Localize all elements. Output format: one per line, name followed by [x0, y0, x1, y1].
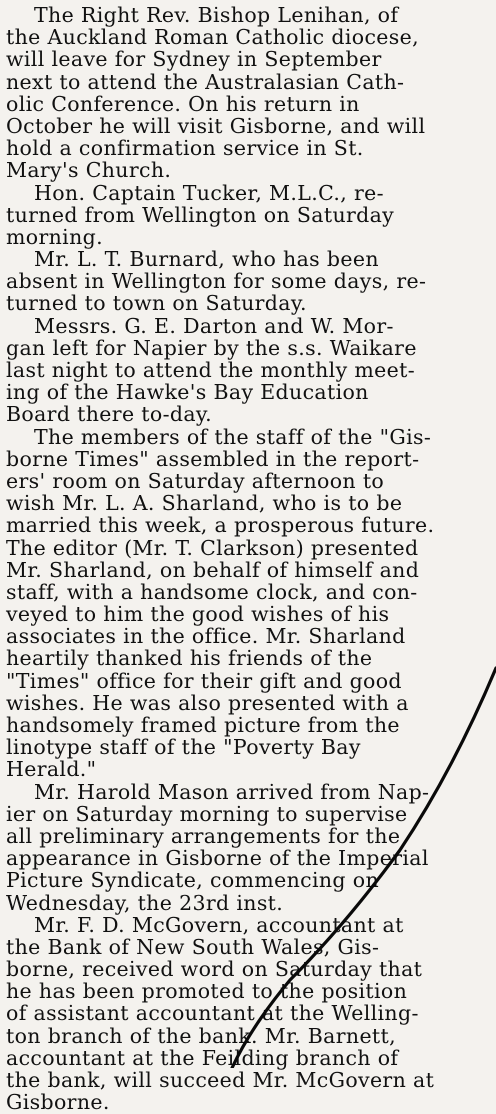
- text-line: Mr. Sharland, on behalf of himself and: [6, 557, 420, 582]
- text-line: Picture Syndicate, commencing on: [6, 868, 379, 893]
- text-line: the bank, will succeed Mr. McGovern at: [6, 1068, 435, 1092]
- text-line: Herald.": [6, 757, 97, 782]
- text-line: heartily thanked his friends of the: [6, 646, 373, 671]
- text-line: ing of the Hawke's Bay Education: [6, 380, 369, 405]
- text-line: ier on Saturday morning to supervise: [6, 801, 408, 826]
- text-line: married this week, a prosperous future.: [6, 513, 435, 538]
- text-line: Mary's Church.: [6, 158, 172, 183]
- paragraph-mcgovern: [6, 914, 458, 1114]
- text-line: handsomely framed picture from the: [6, 713, 400, 737]
- text-line: morning.: [6, 224, 103, 249]
- text-line: borne Times" assembled in the report-: [6, 446, 420, 471]
- text-line: appearance in Gisborne of the Imperial: [6, 846, 429, 871]
- paragraph-darton-morgan: [6, 315, 458, 426]
- text-line: all preliminary arrangements for the: [6, 823, 401, 848]
- text-line: Board there to-day.: [6, 402, 212, 427]
- news-column: [6, 4, 458, 1113]
- text-line: borne, received word on Saturday that: [6, 957, 423, 982]
- text-line: absent in Wellington for some days, re-: [6, 269, 427, 294]
- text-line: wishes. He was also presented with a: [6, 690, 409, 715]
- paragraph-bishop-lenihan: [6, 4, 458, 182]
- text-line: wish Mr. L. A. Sharland, who is to be: [6, 491, 403, 516]
- text-line: Hon. Captain Tucker, M.L.C., re-: [34, 180, 384, 205]
- text-line: next to attend the Australasian Cath-: [6, 69, 405, 94]
- text-line: gan left for Napier by the s.s. Waikare: [6, 335, 417, 360]
- text-line: will leave for Sydney in September: [6, 47, 382, 72]
- text-line: hold a confirmation service in St.: [6, 136, 364, 161]
- paragraph-captain-tucker: [6, 182, 458, 249]
- text-line: associates in the office. Mr. Sharland: [6, 624, 406, 649]
- text-line: The Right Rev. Bishop Lenihan, of: [34, 3, 399, 27]
- text-line: Mr. L. T. Burnard, who has been: [34, 247, 379, 272]
- text-line: Wednesday, the 23rd inst.: [6, 890, 284, 915]
- text-line: staff, with a handsome clock, and con-: [6, 579, 418, 604]
- text-line: of assistant accountant at the Welling-: [6, 1001, 419, 1026]
- text-line: The members of the staff of the "Gis-: [34, 424, 432, 449]
- text-line: "Times" office for their gift and good: [6, 668, 402, 693]
- text-line: veyed to him the good wishes of his: [6, 602, 390, 627]
- text-line: Gisborne.: [6, 1090, 110, 1114]
- text-line: accountant at the Feilding branch of: [6, 1045, 399, 1070]
- text-line: October he will visit Gisborne, and will: [6, 113, 426, 138]
- paragraph-burnard: [6, 248, 458, 315]
- text-line: ton branch of the bank. Mr. Barnett,: [6, 1023, 396, 1048]
- paragraph-sharland: [6, 426, 458, 781]
- text-line: the Auckland Roman Catholic diocese,: [6, 25, 419, 50]
- text-line: turned to town on Saturday.: [6, 291, 307, 316]
- text-line: Mr. Harold Mason arrived from Nap-: [34, 779, 430, 804]
- text-line: linotype staff of the "Poverty Bay: [6, 735, 361, 760]
- text-line: The editor (Mr. T. Clarkson) presented: [6, 535, 419, 560]
- text-line: he has been promoted to the position: [6, 979, 408, 1004]
- paragraph-harold-mason: [6, 781, 458, 914]
- text-line: last night to attend the monthly meet-: [6, 358, 415, 382]
- text-line: turned from Wellington on Saturday: [6, 202, 395, 227]
- text-line: olic Conference. On his return in: [6, 91, 360, 116]
- text-line: Mr. F. D. McGovern, accountant at: [34, 912, 404, 937]
- text-line: ers' room on Saturday afternoon to: [6, 468, 385, 493]
- text-line: the Bank of New South Wales, Gis-: [6, 934, 380, 959]
- text-line: Messrs. G. E. Darton and W. Mor-: [34, 313, 394, 338]
